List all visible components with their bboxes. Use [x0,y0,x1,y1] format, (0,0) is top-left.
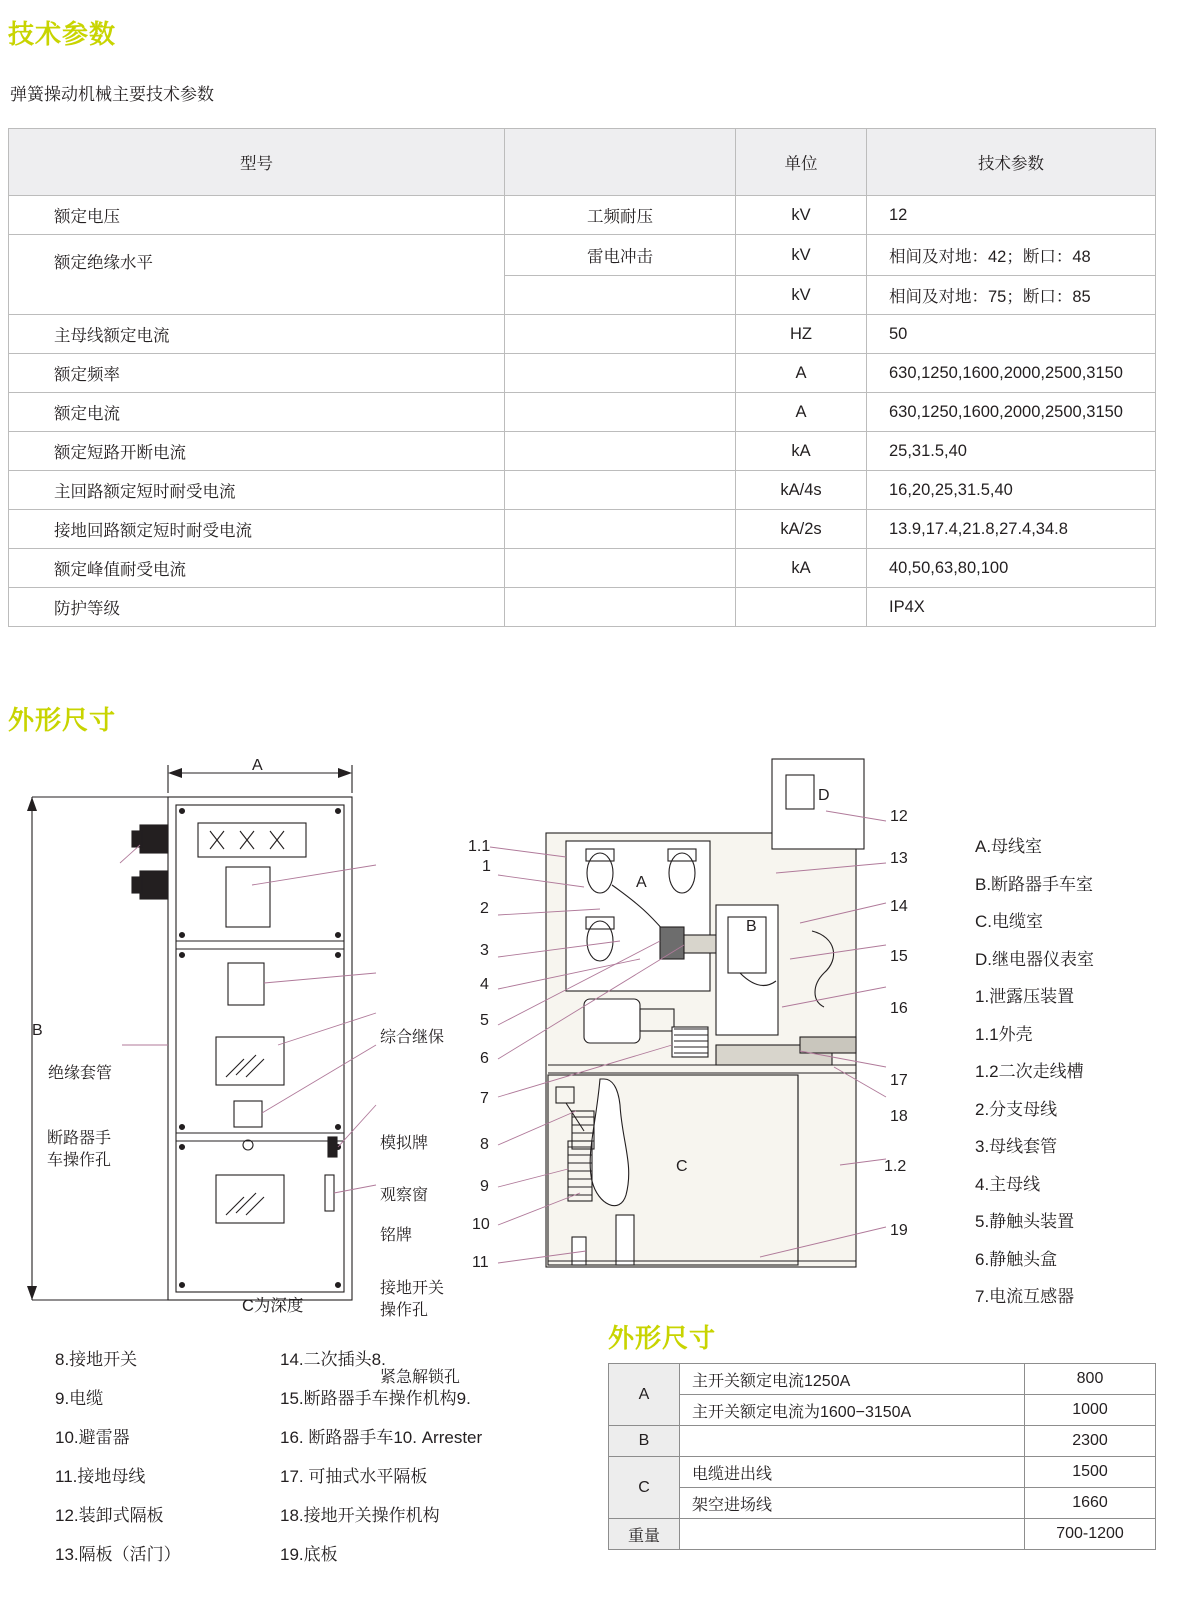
row-name: 主母线额定电流 [9,315,505,354]
legend-column-2 [280,1340,482,1574]
row-sub [505,432,736,471]
label-emergency-unlock-hole: 紧急解锁孔 [380,1369,461,1386]
callout-zone-B: B [746,918,757,935]
callout-17: 17 [890,1072,908,1089]
dim-value: 700-1200 [1025,1519,1156,1550]
table-row [9,471,1156,510]
dim-key: 重量 [609,1519,680,1550]
dim-value: 1500 [1025,1457,1156,1488]
header-model: 型号 [9,129,505,196]
row-value: 16,20,25,31.5,40 [867,471,1156,510]
table-row [609,1395,1156,1426]
row-name: 额定短路开断电流 [9,432,505,471]
callout-4: 4 [480,976,489,993]
row-value: 相间及对地：75；断口：85 [867,276,1156,315]
row-value: 50 [867,315,1156,354]
legend-right [975,828,1094,1316]
callout-18: 18 [890,1108,908,1125]
legend-item: 7.电流互感器 [975,1287,1075,1306]
callout-1-2: 1.2 [884,1158,907,1175]
label-mimic-board: 模拟牌 [380,1135,429,1152]
legend-item: A.母线室 [975,837,1043,856]
row-sub: 工频耐压 [505,196,736,235]
row-name: 主回路额定短时耐受电流 [9,471,505,510]
dimensions-title: 外形尺寸 [8,705,117,735]
row-sub [505,549,736,588]
table-row [609,1364,1156,1395]
legend-item: 1.2二次走线槽 [975,1062,1084,1081]
label-breaker-trolley-hole: 断路器手 车操作孔 [47,1130,112,1169]
callout-6: 6 [480,1050,489,1067]
callout-7: 7 [480,1090,489,1107]
table-row [9,276,1156,315]
row-value: 630,1250,1600,2000,2500,3150 [867,393,1156,432]
row-sub [505,315,736,354]
legend-item: 8.接地开关 [55,1350,138,1369]
row-unit: kV [736,196,867,235]
callout-19: 19 [890,1222,908,1239]
legend-item: 5.静触头装置 [975,1212,1075,1231]
table-row [9,354,1156,393]
tech-params-title: 技术参数 [8,19,117,49]
dim-desc: 主开关额定电流1250A [680,1364,1025,1395]
callout-12: 12 [890,808,908,825]
header-unit: 单位 [736,129,867,196]
legend-item: 14.二次插头8. [280,1350,386,1369]
row-value: IP4X [867,588,1156,627]
callout-1: 1 [482,858,491,875]
legend-item: 12.装卸式隔板 [55,1506,164,1525]
callout-zone-C: C [676,1158,688,1175]
dim-desc [680,1519,1025,1550]
table-row [9,393,1156,432]
row-name: 防护等级 [9,588,505,627]
table-row [609,1488,1156,1519]
label-earth-switch-hole: 接地开关 操作孔 [380,1280,445,1319]
row-name [9,276,505,315]
row-unit: A [736,393,867,432]
legend-item: D.继电器仪表室 [975,949,1094,969]
row-name: 额定峰值耐受电流 [9,549,505,588]
label-B-height: B [32,1022,43,1039]
callout-zone-A: A [636,874,647,891]
dim-key: C [609,1457,680,1519]
callout-15: 15 [890,948,908,965]
row-name: 额定绝缘水平 [9,235,505,276]
caption-depth: C为深度 [242,1297,304,1315]
table-row [9,510,1156,549]
row-unit: kA [736,549,867,588]
legend-item: 9.电缆 [55,1389,104,1408]
tech-params-table [8,128,1156,627]
legend-column-1 [55,1340,181,1574]
legend-item: 1.泄露压装置 [975,987,1075,1006]
row-unit: kA [736,432,867,471]
tech-params-subtitle: 弹簧操动机械主要技术参数 [10,85,214,104]
row-unit: kA/2s [736,510,867,549]
dim-value: 1660 [1025,1488,1156,1519]
table-row [609,1426,1156,1457]
row-unit: kV [736,276,867,315]
cabinet-drawing [0,745,980,1305]
row-value: 630,1250,1600,2000,2500,3150 [867,354,1156,393]
row-value: 40,50,63,80,100 [867,549,1156,588]
table-row [9,549,1156,588]
row-sub [505,510,736,549]
dim-desc: 电缆进出线 [680,1457,1025,1488]
row-name: 接地回路额定短时耐受电流 [9,510,505,549]
legend-item: 3.母线套管 [975,1137,1058,1156]
legend-item: 4.主母线 [975,1174,1041,1194]
dim-key: A [609,1364,680,1426]
dimensions-title-2: 外形尺寸 [608,1323,717,1353]
legend-item: C.电缆室 [975,912,1043,931]
row-sub [505,393,736,432]
row-unit: A [736,354,867,393]
row-unit: kV [736,235,867,276]
table-row [9,315,1156,354]
dim-value: 2300 [1025,1426,1156,1457]
legend-item: 18.接地开关操作机构 [280,1506,440,1525]
label-observation-window: 观察窗 [380,1187,429,1204]
legend-item: 1.1外壳 [975,1024,1033,1044]
row-unit: HZ [736,315,867,354]
row-sub [505,588,736,627]
callout-11: 11 [472,1254,489,1271]
row-sub [505,471,736,510]
dimensions-table [608,1363,1156,1550]
row-unit: kA/4s [736,471,867,510]
callout-1-1: 1.1 [468,838,491,855]
callout-8: 8 [480,1136,489,1153]
label-nameplate: 铭牌 [380,1227,413,1244]
dim-desc: 架空进场线 [680,1488,1025,1519]
callout-14: 14 [890,898,908,915]
table-row [9,196,1156,235]
table-row [9,588,1156,627]
dim-desc: 主开关额定电流为1600−3150A [680,1395,1025,1426]
callout-zone-D: D [818,787,830,804]
row-value: 13.9,17.4,21.8,27.4,34.8 [867,510,1156,549]
legend-item: 15.断路器手车操作机构9. [280,1389,471,1408]
row-sub [505,354,736,393]
dim-value: 800 [1025,1364,1156,1395]
callout-9: 9 [480,1178,489,1195]
row-value: 相间及对地：42；断口：48 [867,235,1156,276]
callout-3: 3 [480,942,489,959]
header-blank [505,129,736,196]
row-value: 25,31.5,40 [867,432,1156,471]
label-A-width: A [252,757,263,774]
row-sub: 雷电冲击 [505,235,736,276]
row-name: 额定电压 [9,196,505,235]
row-name: 额定电流 [9,393,505,432]
dim-value: 1000 [1025,1395,1156,1426]
row-value: 12 [867,196,1156,235]
legend-item: 17. 可抽式水平隔板 [280,1467,428,1486]
callout-13: 13 [890,850,908,867]
legend-item: 11.接地母线 [55,1467,146,1486]
callout-5: 5 [480,1012,489,1029]
legend-item: B.断路器手车室 [975,874,1094,894]
row-unit [736,588,867,627]
callout-2: 2 [480,900,489,917]
row-name: 额定频率 [9,354,505,393]
callout-10: 10 [472,1216,490,1233]
table-row [9,235,1156,276]
legend-item: 19.底板 [280,1545,338,1564]
legend-item: 6.静触头盒 [975,1249,1058,1269]
dim-key: B [609,1426,680,1457]
table-row [609,1519,1156,1550]
header-value: 技术参数 [867,129,1156,196]
label-relay-protection: 综合继保 [380,1029,445,1046]
dim-desc [680,1426,1025,1457]
table-row [609,1457,1156,1488]
legend-item: 13.隔板（活门） [55,1545,181,1564]
legend-item: 10.避雷器 [55,1428,130,1447]
legend-item: 2.分支母线 [975,1099,1058,1119]
label-insulating-bushing: 绝缘套管 [48,1065,113,1082]
row-sub [505,276,736,315]
legend-item: 16. 断路器手车10. Arrester [280,1428,483,1447]
table-header-row [9,129,1156,196]
table-row [9,432,1156,471]
callout-16: 16 [890,1000,908,1017]
